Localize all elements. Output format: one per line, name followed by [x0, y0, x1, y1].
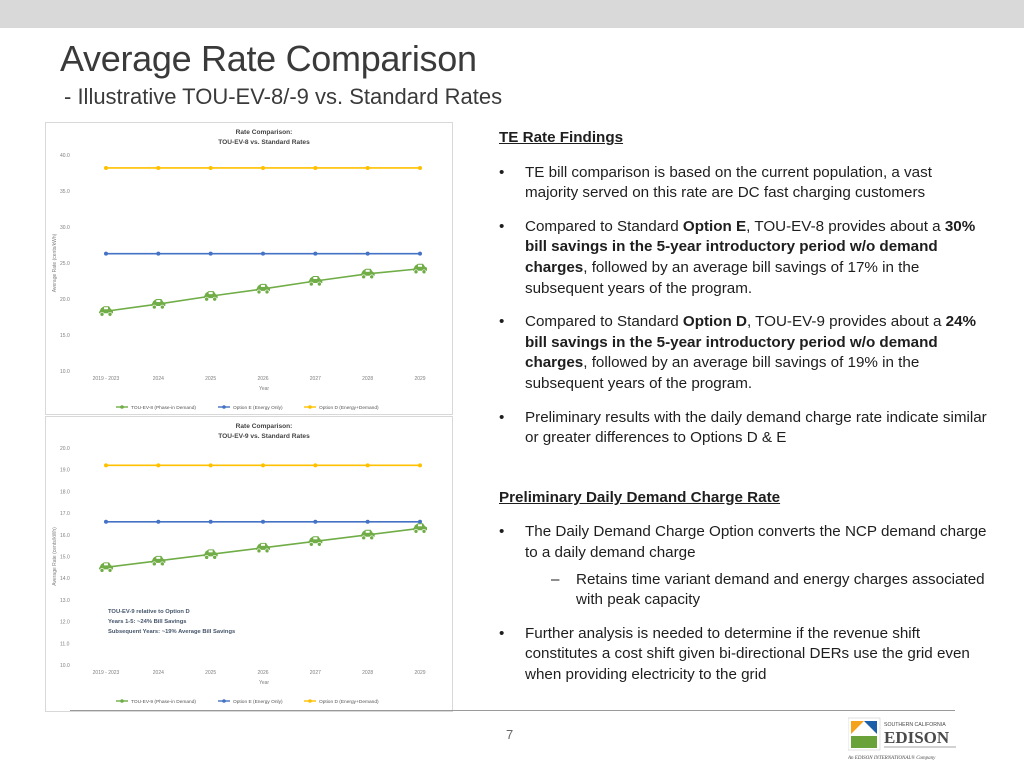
legend-marker	[222, 405, 226, 409]
car-wheel	[100, 568, 104, 572]
finding-daily-demand-preliminary: • Preliminary results with the daily demand charge rate indicate similar or greater differences to Options D & E	[499, 408, 989, 449]
series-point	[418, 520, 422, 524]
x-tick-label: 2024	[152, 670, 164, 676]
series-point-car	[99, 562, 113, 572]
y-axis-label: Average Rate (cents/kWh)	[52, 527, 58, 586]
x-tick-label: 2019 - 2023	[92, 376, 120, 382]
slide-subtitle: - Illustrative TOU-EV-8/-9 vs. Standard Rates	[64, 84, 503, 109]
legend-label: Option E (Energy Only)	[233, 406, 283, 411]
top-band	[0, 0, 1024, 28]
y-tick-label: 10.0	[60, 663, 70, 669]
series-point-car	[256, 284, 270, 294]
y-tick-label: 19.0	[60, 467, 70, 474]
car-window	[261, 285, 265, 287]
daily-demand-list	[499, 522, 989, 685]
series-point	[156, 463, 160, 467]
legend-item	[116, 405, 196, 411]
car-wheel	[108, 568, 112, 572]
series-point	[104, 520, 108, 524]
car-window	[104, 307, 108, 309]
legend-marker	[120, 699, 124, 703]
car-wheel	[160, 305, 164, 309]
chart-subtitle: TOU-EV-8 vs. Standard Rates	[218, 139, 310, 146]
finding-ev8-vs-option-e	[499, 217, 989, 299]
chart-ev9	[46, 417, 452, 711]
x-tick-label: 2027	[309, 670, 321, 676]
series-point	[209, 252, 213, 256]
series-point-car	[99, 306, 113, 316]
legend-item	[218, 699, 283, 705]
x-tick-label: 2027	[309, 376, 321, 382]
legend-label: Option D (Energy+Demand)	[319, 406, 379, 411]
bold-run: 30% bill savings in the 5-year introductory period w/o demand charges	[525, 217, 976, 276]
car-window	[209, 292, 213, 294]
series-point	[156, 252, 160, 256]
sce-logo	[848, 716, 958, 762]
text-run: , TOU-EV-8 provides about a	[746, 217, 945, 235]
car-wheel	[257, 290, 261, 294]
series-point-car	[413, 264, 427, 274]
y-tick-label: 15.0	[60, 554, 70, 561]
y-tick-label: 12.0	[60, 619, 70, 626]
chart-annotation-line: Subsequent Years: ~19% Average Bill Savings	[108, 629, 236, 635]
bold-run: Option E	[682, 217, 747, 235]
series-point	[104, 252, 108, 256]
series-point	[209, 463, 213, 467]
x-tick-label: 2019 - 2023	[92, 670, 120, 676]
car-window	[418, 524, 422, 526]
legend-item	[304, 699, 379, 705]
car-window	[156, 300, 160, 302]
car-wheel	[414, 270, 418, 274]
series-point	[366, 166, 370, 170]
series-point-car	[413, 523, 427, 533]
car-wheel	[309, 542, 313, 546]
car-wheel	[152, 562, 156, 566]
chart-ev9-panel	[45, 416, 453, 712]
logo-line1: SOUTHERN CALIFORNIA	[884, 722, 946, 728]
series-point	[313, 463, 317, 467]
y-tick-label: 16.0	[60, 532, 70, 539]
series-point-car	[256, 543, 270, 553]
y-tick-label: 15.0	[60, 333, 70, 339]
logo-line3: An EDISON INTERNATIONAL® Company	[848, 756, 936, 761]
x-axis-label: Year	[258, 680, 270, 686]
car-window	[261, 544, 265, 546]
chart-ev8-panel	[45, 122, 453, 415]
car-wheel	[362, 536, 366, 540]
y-tick-label: 20.0	[60, 297, 70, 303]
chart-title: Rate Comparison:	[235, 423, 293, 430]
series-point	[261, 463, 265, 467]
car-wheel	[414, 529, 418, 533]
series-point	[156, 520, 160, 524]
car-wheel	[152, 305, 156, 309]
chart-annotation-line: Years 1-5: ~24% Bill Savings	[108, 619, 187, 625]
text-run: , TOU-EV-9 provides about a	[746, 313, 946, 331]
series-point	[418, 463, 422, 467]
chart-subtitle: TOU-EV-9 vs. Standard Rates	[218, 433, 310, 440]
series-point	[418, 252, 422, 256]
logo-line2: EDISON	[884, 728, 950, 747]
text-run: , followed by an average bill savings of 17% in the subsequent years of the program.	[525, 258, 920, 297]
x-tick-label: 2024	[152, 376, 164, 382]
series-point-car	[308, 536, 322, 546]
car-window	[313, 537, 317, 539]
legend-label: Option E (Energy Only)	[233, 700, 283, 705]
car-wheel	[317, 542, 321, 546]
further-analysis: • Further analysis is needed to determine if the revenue shift constitutes a cost shift given bi-directional DERs use the grid even when providing electricity to the grid	[499, 624, 989, 686]
legend-item	[218, 405, 283, 411]
chart-title: Rate Comparison:	[235, 129, 293, 136]
car-wheel	[265, 549, 269, 553]
car-window	[156, 557, 160, 559]
sce-logo-mark	[848, 718, 880, 750]
car-wheel	[362, 275, 366, 279]
series-point	[313, 520, 317, 524]
series-point	[209, 166, 213, 170]
legend-item	[304, 405, 379, 411]
car-wheel	[370, 275, 374, 279]
x-tick-label: 2028	[362, 670, 374, 676]
legend-label: TOU-EV-8 (Phase-in Demand)	[131, 406, 196, 411]
series-point-car	[204, 549, 218, 559]
car-wheel	[213, 555, 217, 559]
legend-label: Option D (Energy+Demand)	[319, 700, 379, 705]
x-tick-label: 2029	[414, 376, 426, 382]
x-tick-label: 2028	[362, 376, 374, 382]
series-point	[418, 166, 422, 170]
series-point	[261, 166, 265, 170]
page-number: 7	[506, 727, 514, 742]
bold-run: 24% bill savings in the 5-year introductory period w/o demand charges	[525, 313, 977, 372]
car-wheel	[213, 297, 217, 301]
y-tick-label: 11.0	[60, 641, 70, 648]
car-wheel	[422, 529, 426, 533]
finding-ev9-vs-option-d	[499, 312, 989, 394]
x-tick-label: 2026	[257, 670, 269, 676]
car-window	[418, 265, 422, 267]
legend-marker	[120, 405, 124, 409]
series-point	[366, 520, 370, 524]
series-point	[313, 166, 317, 170]
te-rate-findings-heading: TE Rate Findings	[499, 129, 624, 146]
car-window	[104, 563, 108, 565]
series-point-car	[361, 530, 375, 540]
legend-marker	[308, 405, 312, 409]
series-point	[261, 520, 265, 524]
series-point-car	[204, 291, 218, 301]
series-point-car	[151, 299, 165, 309]
y-axis-label: Average Rate (cents/kWh)	[52, 233, 58, 293]
footer-rule	[70, 710, 955, 711]
series-point	[313, 252, 317, 256]
car-window	[366, 531, 370, 533]
daily-demand-sublist	[525, 570, 989, 611]
series-point-car	[308, 276, 322, 286]
text-run: Compared to Standard	[525, 313, 683, 331]
bold-run: Option D	[682, 313, 747, 331]
series-point	[366, 463, 370, 467]
daily-demand-conversion	[499, 522, 989, 610]
series-point	[261, 252, 265, 256]
legend-marker	[222, 699, 226, 703]
car-wheel	[265, 290, 269, 294]
car-wheel	[205, 297, 209, 301]
x-axis-label: Year	[258, 386, 270, 392]
findings-panel	[499, 128, 989, 698]
y-tick-label: 17.0	[60, 511, 70, 518]
chart-annotation-line: TOU-EV-9 relative to Option D	[108, 609, 190, 615]
y-tick-label: 10.0	[60, 369, 70, 375]
series-point-car	[361, 269, 375, 279]
legend-label: TOU-EV-9 (Phase-in Demand)	[131, 700, 196, 705]
y-tick-label: 13.0	[60, 597, 70, 604]
x-tick-label: 2029	[414, 670, 426, 676]
y-tick-label: 30.0	[60, 225, 70, 231]
car-window	[366, 270, 370, 272]
text-run: The Daily Demand Charge Option converts the NCP demand charge to a daily demand charge	[525, 523, 987, 561]
car-wheel	[160, 562, 164, 566]
car-wheel	[370, 536, 374, 540]
series-point	[104, 166, 108, 170]
series-point	[104, 463, 108, 467]
car-window	[313, 277, 317, 279]
text-run: , followed by an average bill savings of 19% in the subsequent years of the program.	[525, 354, 920, 392]
x-tick-label: 2026	[257, 376, 269, 382]
car-wheel	[317, 282, 321, 286]
y-tick-label: 40.0	[60, 153, 70, 159]
car-wheel	[257, 549, 261, 553]
finding-population: • TE bill comparison is based on the current population, a vast majority served on this rate are DC fast charging customers	[499, 163, 989, 204]
y-tick-label: 35.0	[60, 189, 70, 195]
chart-ev8	[46, 123, 452, 414]
legend-item	[116, 699, 196, 705]
slide-title: Average Rate Comparison	[60, 38, 477, 79]
series-point-car	[151, 556, 165, 566]
series-point	[156, 166, 160, 170]
series-point	[366, 252, 370, 256]
daily-demand-sub-item: – Retains time variant demand and energy charges associated with peak capacity	[525, 570, 989, 611]
y-tick-label: 18.0	[60, 489, 70, 496]
car-wheel	[108, 312, 112, 316]
y-tick-label: 20.0	[60, 446, 70, 452]
y-tick-label: 25.0	[60, 261, 70, 267]
car-wheel	[100, 312, 104, 316]
car-wheel	[205, 555, 209, 559]
findings-list	[499, 163, 989, 449]
daily-demand-heading: Preliminary Daily Demand Charge Rate	[499, 488, 781, 506]
text-run: Compared to Standard	[525, 217, 683, 235]
car-wheel	[309, 282, 313, 286]
spacer	[499, 462, 989, 488]
series-point	[209, 520, 213, 524]
car-wheel	[422, 270, 426, 274]
x-tick-label: 2025	[205, 670, 217, 676]
legend-marker	[308, 699, 312, 703]
car-window	[209, 550, 213, 552]
x-tick-label: 2025	[205, 376, 217, 382]
y-tick-label: 14.0	[60, 576, 70, 583]
